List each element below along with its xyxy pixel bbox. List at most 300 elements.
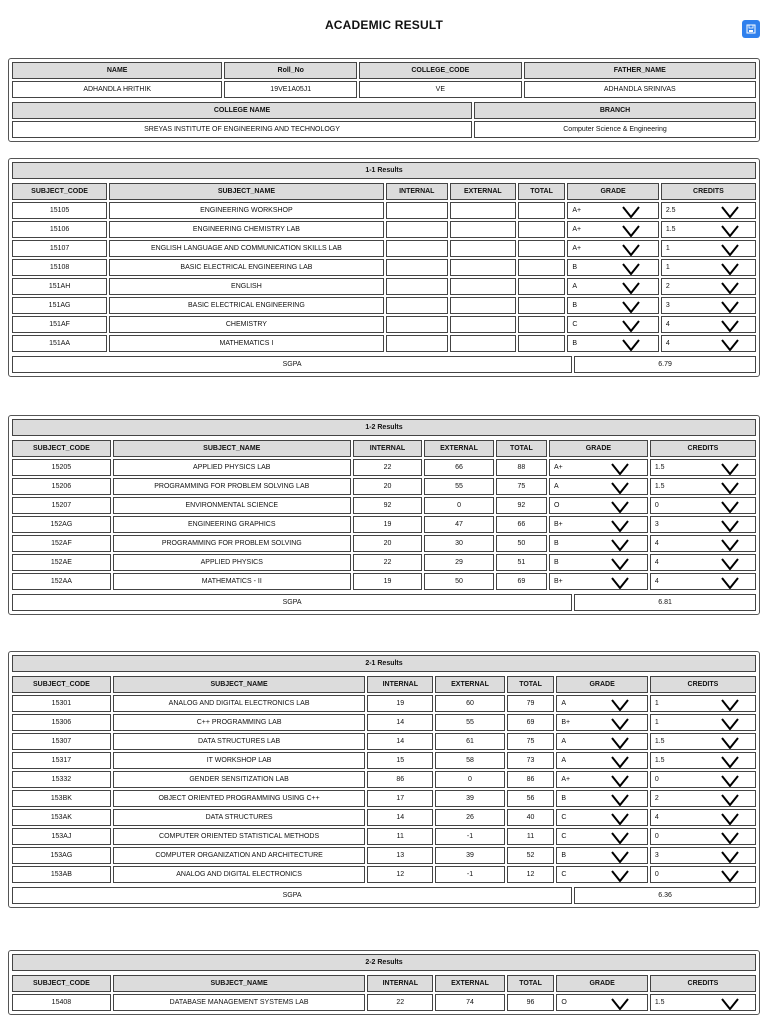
external-marks: 74	[435, 994, 505, 1011]
internal-marks	[386, 278, 448, 295]
internal-marks: 13	[367, 847, 433, 864]
grade-value: O	[554, 502, 560, 509]
total-marks: 69	[507, 714, 555, 731]
total-marks	[518, 316, 566, 333]
external-marks: 0	[424, 497, 494, 514]
grade-value: A	[561, 700, 567, 707]
grade-select[interactable]	[556, 771, 648, 788]
table-row	[12, 259, 756, 276]
external-marks	[450, 240, 516, 257]
credits-value: 4	[665, 321, 670, 328]
credits-select[interactable]	[650, 554, 756, 571]
table-row	[12, 828, 756, 845]
subject-code: 15206	[12, 478, 111, 495]
grade-value: A+	[572, 245, 582, 252]
external-marks: 58	[435, 752, 505, 769]
table-row	[12, 866, 756, 883]
table-row	[12, 316, 756, 333]
external-marks: 55	[435, 714, 505, 731]
chevron-down-icon	[622, 225, 640, 238]
internal-marks	[386, 202, 448, 219]
total-marks	[518, 259, 566, 276]
chevron-down-icon	[721, 756, 739, 769]
credits-select[interactable]	[661, 278, 756, 295]
college-code: VE	[359, 81, 521, 98]
grade-value: C	[561, 833, 567, 840]
external-marks: 61	[435, 733, 505, 750]
table-row	[12, 809, 756, 826]
external-marks: 30	[424, 535, 494, 552]
sgpa-table	[10, 354, 758, 375]
credits-value: 1	[654, 719, 659, 726]
grade-value: B+	[554, 521, 563, 528]
credits-select[interactable]	[650, 733, 756, 750]
chevron-down-icon	[611, 463, 629, 476]
branch-header: BRANCH	[474, 102, 756, 119]
subject-code: 153AB	[12, 866, 111, 883]
col-subject-code: SUBJECT_CODE	[12, 676, 111, 693]
col-credits: CREDITS	[650, 440, 756, 457]
chevron-down-icon	[611, 482, 629, 495]
table-row	[12, 535, 756, 552]
credits-value: 4	[654, 578, 659, 585]
col-subject-code: SUBJECT_CODE	[12, 975, 111, 992]
grade-select[interactable]	[556, 733, 648, 750]
sgpa-label: SGPA	[12, 887, 572, 904]
chevron-down-icon	[721, 737, 739, 750]
chevron-down-icon	[622, 282, 640, 295]
grade-value: C	[561, 871, 567, 878]
col-total: TOTAL	[496, 440, 547, 457]
credits-select[interactable]	[650, 535, 756, 552]
grade-select[interactable]	[549, 516, 648, 533]
total-marks	[518, 202, 566, 219]
header-row	[12, 676, 756, 693]
chevron-down-icon	[611, 699, 629, 712]
total-marks: 92	[496, 497, 547, 514]
chevron-down-icon	[721, 558, 739, 571]
credits-select[interactable]	[650, 695, 756, 712]
grade-select[interactable]	[556, 714, 648, 731]
col-total: TOTAL	[518, 183, 566, 200]
results-table	[10, 973, 758, 1013]
subject-code: 153BK	[12, 790, 111, 807]
total-marks: 88	[496, 459, 547, 476]
total-marks	[518, 240, 566, 257]
internal-marks: 15	[367, 752, 433, 769]
subject-code: 15105	[12, 202, 107, 219]
internal-marks: 22	[367, 994, 433, 1011]
credits-select[interactable]	[650, 752, 756, 769]
col-subject-name: SUBJECT_NAME	[113, 440, 351, 457]
credits-select[interactable]	[650, 809, 756, 826]
semester-panel	[8, 415, 760, 615]
grade-select[interactable]	[556, 809, 648, 826]
chevron-down-icon	[721, 263, 739, 276]
semester-title-table	[10, 653, 758, 674]
chevron-down-icon	[721, 244, 739, 257]
subject-code: 15106	[12, 221, 107, 238]
table-row	[12, 335, 756, 352]
credits-value: 1	[665, 245, 670, 252]
internal-marks: 22	[353, 459, 423, 476]
grade-select[interactable]	[549, 535, 648, 552]
external-marks: 29	[424, 554, 494, 571]
chevron-down-icon	[611, 851, 629, 864]
internal-marks	[386, 259, 448, 276]
subject-code: 15306	[12, 714, 111, 731]
grade-value: B	[572, 264, 577, 271]
credits-value: 3	[654, 521, 659, 528]
internal-marks: 92	[353, 497, 423, 514]
father-name: ADHANDLA SRINIVAS	[524, 81, 756, 98]
credits-value: 1.5	[654, 757, 665, 764]
subject-name: APPLIED PHYSICS LAB	[113, 459, 351, 476]
table-row	[12, 573, 756, 590]
subject-name: BASIC ELECTRICAL ENGINEERING LAB	[109, 259, 384, 276]
internal-marks: 86	[367, 771, 433, 788]
col-subject-name: SUBJECT_NAME	[113, 975, 366, 992]
internal-marks: 20	[353, 535, 423, 552]
col-credits: CREDITS	[650, 975, 756, 992]
credits-value: 1	[654, 700, 659, 707]
table-row	[12, 994, 756, 1011]
chevron-down-icon	[721, 577, 739, 590]
credits-select[interactable]	[650, 714, 756, 731]
grade-value: B	[561, 852, 567, 859]
grade-select[interactable]	[549, 497, 648, 514]
credits-select[interactable]	[661, 221, 756, 238]
grade-select[interactable]	[556, 790, 648, 807]
chevron-down-icon	[721, 870, 739, 883]
credits-select[interactable]	[661, 316, 756, 333]
internal-marks: 14	[367, 733, 433, 750]
grade-select[interactable]	[567, 335, 659, 352]
subject-name: COMPUTER ORGANIZATION AND ARCHITECTURE	[113, 847, 366, 864]
external-marks: 47	[424, 516, 494, 533]
chevron-down-icon	[611, 832, 629, 845]
page-title: ACADEMIC RESULT	[324, 18, 444, 32]
grade-select[interactable]	[549, 573, 648, 590]
college-info-table	[10, 100, 758, 140]
total-marks: 75	[507, 733, 555, 750]
credits-value: 0	[654, 833, 659, 840]
chevron-down-icon	[721, 539, 739, 552]
credits-select[interactable]	[650, 497, 756, 514]
chevron-down-icon	[721, 775, 739, 788]
subject-name: ENGINEERING WORKSHOP	[109, 202, 384, 219]
subject-code: 15108	[12, 259, 107, 276]
grade-select[interactable]	[556, 847, 648, 864]
header-row	[12, 975, 756, 992]
table-row	[12, 497, 756, 514]
external-marks: 55	[424, 478, 494, 495]
subject-code: 15408	[12, 994, 111, 1011]
external-marks	[450, 278, 516, 295]
credits-value: 2.5	[665, 207, 676, 214]
subject-code: 153AG	[12, 847, 111, 864]
chevron-down-icon	[721, 339, 739, 352]
chevron-down-icon	[611, 737, 629, 750]
col-grade: GRADE	[556, 975, 648, 992]
subject-name: ENGLISH LANGUAGE AND COMMUNICATION SKILLS LAB	[109, 240, 384, 257]
table-row	[12, 240, 756, 257]
chevron-down-icon	[721, 463, 739, 476]
table-row	[12, 478, 756, 495]
col-credits: CREDITS	[650, 676, 756, 693]
subject-name: DATA STRUCTURES LAB	[113, 733, 366, 750]
credits-select[interactable]	[650, 994, 756, 1011]
grade-value: A+	[554, 464, 563, 471]
results-table	[10, 438, 758, 592]
internal-marks: 22	[353, 554, 423, 571]
grade-value: B+	[554, 578, 563, 585]
external-marks: 60	[435, 695, 505, 712]
internal-marks	[386, 335, 448, 352]
total-marks	[518, 297, 566, 314]
grade-value: C	[561, 814, 567, 821]
grade-select[interactable]	[567, 316, 659, 333]
grade-select[interactable]	[549, 478, 648, 495]
grade-value: A	[561, 757, 567, 764]
internal-marks: 14	[367, 714, 433, 731]
col-external: EXTERNAL	[450, 183, 516, 200]
credits-value: 2	[665, 283, 670, 290]
grade-select[interactable]	[556, 994, 648, 1011]
total-marks	[518, 278, 566, 295]
chevron-down-icon	[721, 832, 739, 845]
subject-code: 153AJ	[12, 828, 111, 845]
col-grade: GRADE	[556, 676, 648, 693]
grade-value: B	[572, 340, 577, 347]
grade-select[interactable]	[556, 752, 648, 769]
subject-code: 151AG	[12, 297, 107, 314]
credits-value: 3	[665, 302, 670, 309]
subject-name: ANALOG AND DIGITAL ELECTRONICS LAB	[113, 695, 366, 712]
grade-select[interactable]	[567, 259, 659, 276]
grade-select[interactable]	[567, 278, 659, 295]
table-row	[12, 278, 756, 295]
col-internal: INTERNAL	[386, 183, 448, 200]
grade-value: B+	[561, 719, 571, 726]
chevron-down-icon	[611, 794, 629, 807]
chevron-down-icon	[622, 301, 640, 314]
grade-value: A	[572, 283, 577, 290]
table-row	[12, 790, 756, 807]
grade-select[interactable]	[567, 202, 659, 219]
credits-value: 1.5	[654, 464, 665, 471]
subject-code: 15301	[12, 695, 111, 712]
subject-name: CHEMISTRY	[109, 316, 384, 333]
external-marks	[450, 316, 516, 333]
chevron-down-icon	[721, 813, 739, 826]
subject-code: 15332	[12, 771, 111, 788]
external-marks: 39	[435, 790, 505, 807]
total-marks: 96	[507, 994, 555, 1011]
chevron-down-icon	[622, 263, 640, 276]
credits-select[interactable]	[661, 240, 756, 257]
credits-select[interactable]	[650, 573, 756, 590]
col-subject-name: SUBJECT_NAME	[113, 676, 366, 693]
sgpa-value: 6.36	[574, 887, 756, 904]
grade-select[interactable]	[549, 459, 648, 476]
credits-value: 3	[654, 852, 659, 859]
internal-marks: 19	[353, 573, 423, 590]
total-marks: 66	[496, 516, 547, 533]
table-row	[12, 554, 756, 571]
subject-name: MATHEMATICS - II	[113, 573, 351, 590]
grade-select[interactable]	[567, 221, 659, 238]
internal-marks: 19	[353, 516, 423, 533]
internal-marks: 12	[367, 866, 433, 883]
subject-name: DATA STRUCTURES	[113, 809, 366, 826]
semester-title: 2-2 Results	[12, 954, 756, 971]
subject-code: 15205	[12, 459, 111, 476]
grade-select[interactable]	[567, 297, 659, 314]
external-marks	[450, 221, 516, 238]
chevron-down-icon	[611, 756, 629, 769]
subject-name: IT WORKSHOP LAB	[113, 752, 366, 769]
roll-header: Roll_No	[224, 62, 357, 79]
sgpa-table	[10, 885, 758, 906]
credits-value: 4	[654, 814, 659, 821]
sgpa-label: SGPA	[12, 594, 572, 611]
chevron-down-icon	[721, 206, 739, 219]
total-marks: 86	[507, 771, 555, 788]
subject-code: 151AF	[12, 316, 107, 333]
col-total: TOTAL	[507, 676, 555, 693]
save-icon	[746, 24, 756, 34]
col-grade: GRADE	[567, 183, 659, 200]
subject-name: PROGRAMMING FOR PROBLEM SOLVING LAB	[113, 478, 351, 495]
semester-panel	[8, 950, 760, 1015]
internal-marks: 20	[353, 478, 423, 495]
credits-select[interactable]	[650, 516, 756, 533]
table-row	[12, 202, 756, 219]
internal-marks	[386, 316, 448, 333]
subject-name: ENGINEERING GRAPHICS	[113, 516, 351, 533]
subject-code: 152AG	[12, 516, 111, 533]
col-internal: INTERNAL	[367, 975, 433, 992]
chevron-down-icon	[721, 320, 739, 333]
total-marks: 12	[507, 866, 555, 883]
grade-select[interactable]	[556, 695, 648, 712]
credits-select[interactable]	[650, 459, 756, 476]
grade-select[interactable]	[567, 240, 659, 257]
total-marks: 11	[507, 828, 555, 845]
external-marks	[450, 335, 516, 352]
subject-name: ENGLISH	[109, 278, 384, 295]
name-header: NAME	[12, 62, 222, 79]
chevron-down-icon	[611, 539, 629, 552]
credits-select[interactable]	[650, 847, 756, 864]
subject-code: 151AA	[12, 335, 107, 352]
chevron-down-icon	[611, 775, 629, 788]
credits-value: 1	[665, 264, 670, 271]
grade-select[interactable]	[549, 554, 648, 571]
col-internal: INTERNAL	[367, 676, 433, 693]
grade-value: B	[554, 540, 559, 547]
col-total: TOTAL	[507, 975, 555, 992]
credits-select[interactable]	[650, 828, 756, 845]
total-marks	[518, 221, 566, 238]
credits-select[interactable]	[661, 202, 756, 219]
credits-value: 1.5	[665, 226, 676, 233]
subject-name: GENDER SENSITIZATION LAB	[113, 771, 366, 788]
semester-title: 1-2 Results	[12, 419, 756, 436]
col-external: EXTERNAL	[435, 975, 505, 992]
credits-select[interactable]	[661, 335, 756, 352]
subject-name: APPLIED PHYSICS	[113, 554, 351, 571]
external-marks: -1	[435, 866, 505, 883]
col-external: EXTERNAL	[435, 676, 505, 693]
chevron-down-icon	[622, 320, 640, 333]
total-marks: 75	[496, 478, 547, 495]
save-button[interactable]	[742, 20, 760, 38]
grade-select[interactable]	[556, 866, 648, 883]
sgpa-table	[10, 592, 758, 613]
credits-select[interactable]	[661, 297, 756, 314]
credits-select[interactable]	[650, 478, 756, 495]
credits-select[interactable]	[650, 771, 756, 788]
external-marks: 50	[424, 573, 494, 590]
external-marks: -1	[435, 828, 505, 845]
chevron-down-icon	[611, 870, 629, 883]
credits-value: 1.5	[654, 738, 665, 745]
external-marks: 66	[424, 459, 494, 476]
credits-select[interactable]	[661, 259, 756, 276]
internal-marks: 19	[367, 695, 433, 712]
credits-value: 0	[654, 502, 659, 509]
table-row	[12, 771, 756, 788]
external-marks: 26	[435, 809, 505, 826]
semester-title-table	[10, 160, 758, 181]
chevron-down-icon	[611, 813, 629, 826]
table-row	[12, 733, 756, 750]
credits-select[interactable]	[650, 866, 756, 883]
sgpa-label: SGPA	[12, 356, 572, 373]
subject-name: OBJECT ORIENTED PROGRAMMING USING C++	[113, 790, 366, 807]
chevron-down-icon	[611, 501, 629, 514]
semester-panel	[8, 651, 760, 908]
header-row	[12, 183, 756, 200]
student-info-table	[10, 60, 758, 100]
total-marks: 50	[496, 535, 547, 552]
table-row	[12, 752, 756, 769]
credits-select[interactable]	[650, 790, 756, 807]
credits-value: 4	[654, 540, 659, 547]
father-name-header: FATHER_NAME	[524, 62, 756, 79]
external-marks: 0	[435, 771, 505, 788]
semester-title: 2-1 Results	[12, 655, 756, 672]
chevron-down-icon	[721, 520, 739, 533]
external-marks	[450, 297, 516, 314]
chevron-down-icon	[611, 998, 629, 1011]
chevron-down-icon	[721, 225, 739, 238]
credits-value: 2	[654, 795, 659, 802]
col-credits: CREDITS	[661, 183, 756, 200]
external-marks	[450, 259, 516, 276]
chevron-down-icon	[721, 482, 739, 495]
col-subject-code: SUBJECT_CODE	[12, 440, 111, 457]
subject-code: 151AH	[12, 278, 107, 295]
credits-value: 1.5	[654, 483, 665, 490]
grade-select[interactable]	[556, 828, 648, 845]
chevron-down-icon	[611, 577, 629, 590]
table-row	[12, 459, 756, 476]
chevron-down-icon	[721, 718, 739, 731]
subject-code: 152AF	[12, 535, 111, 552]
